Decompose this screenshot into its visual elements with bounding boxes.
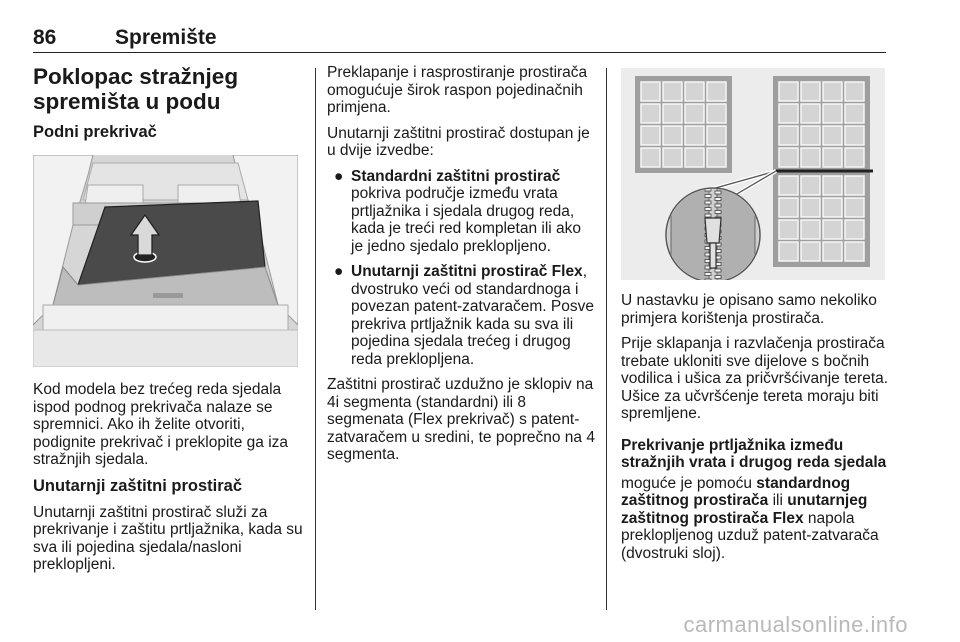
flex-mat-upper-segment <box>823 126 842 145</box>
flex-mat-lower-segment <box>823 198 842 217</box>
page-heading: Poklopac stražnjeg spremišta u podu <box>33 64 239 114</box>
flex-mat-lower-segment <box>801 242 820 261</box>
watermark: carmanualsonline.info <box>683 612 908 637</box>
standard-mat-segment <box>707 104 726 123</box>
column-2 <box>327 64 595 472</box>
flex-mat-lower-segment <box>845 176 864 195</box>
flex-mat-lower-segment <box>845 242 864 261</box>
standard-mat-segment <box>685 104 704 123</box>
protective-mat-paragraph: Unutarnji zaštitni prostirač služi za prekrivanje i zaštitu prtljažnika, kada su sva ili pojedina sjedala/nasloni preklopljeni. <box>33 503 303 573</box>
zipper-tooth <box>705 279 711 280</box>
text-run: napola preklopljenog uzduž patent-zatvarača (dvostruki sloj). <box>621 509 879 562</box>
flex-mat-lower-segment <box>779 176 798 195</box>
section-title: Spremište <box>115 26 217 49</box>
flex-mat-lower-segment <box>779 242 798 261</box>
standard-mat-segment <box>663 104 682 123</box>
subheading-floor-cover: Podni prekrivač <box>33 123 157 141</box>
trunk-floor-cover-illustration <box>33 155 298 367</box>
standard-mat-segment <box>663 148 682 167</box>
standard-mat-segment <box>641 148 660 167</box>
column-1 <box>33 64 303 150</box>
flex-mat-upper-segment <box>801 148 820 167</box>
flex-mat-upper-segment <box>801 104 820 123</box>
bullet-icon: ● <box>334 167 344 185</box>
list-item <box>327 263 595 368</box>
flex-mat-upper-segment <box>801 82 820 101</box>
flex-mat-lower-segment <box>823 176 842 195</box>
col2-paragraph-1: Preklapanje i rasprostiranje prostirača omogućuje širok raspon pojedinačnih primjena. <box>327 64 588 116</box>
zipper-tooth <box>715 191 721 194</box>
list-item <box>327 168 595 256</box>
standard-mat-segment <box>707 82 726 101</box>
zipper-tooth <box>705 201 711 204</box>
zipper-tooth <box>715 198 721 201</box>
col3-paragraph-2: Prije sklapanja i razvlačenja prostirača trebate ukloniti sve dijelove s bočnih vodilica i ušica za pričvršćivanje tereta. Ušice za učvršćenje tereta moraju biti spremljene. <box>621 335 889 422</box>
zipper-tooth <box>715 276 721 279</box>
flex-mat-lower-segment <box>823 220 842 239</box>
standard-mat-segment <box>641 104 660 123</box>
flex-mat-upper-segment <box>845 126 864 145</box>
page-header <box>33 24 886 53</box>
text-run-bold: standardnog zaštitnog prostirača <box>621 474 851 509</box>
floor-cover-paragraph: Kod modela bez trećeg reda sjedala ispod podnog prekrivača nalaze se spremnici. Ako ih želite otvoriti, podignite prekrivač i preklopite ga iza stražnjih sjedala. <box>33 381 289 468</box>
flex-mat-lower-segment <box>845 220 864 239</box>
subheading-protective-mat: Unutarnji zaštitni prostirač <box>33 476 243 495</box>
flex-mat-lower-segment <box>823 242 842 261</box>
list-item-title: Unutarnji zaštitni prostirač Flex <box>351 263 583 280</box>
col2-paragraph-3: Zaštitni prostirač uzdužno je sklopiv na 4i segmenta (standardni) ili 8 segmenata (Flex prekrivač) s patent-zatvaračem u sredini, te poprečno na 4 segmenta. <box>327 376 595 463</box>
list-item-text: pokriva područje između vrata prtljažnika i sjedala drugog reda, kada je treći red kompletan ili ako je jedno sjedalo preklopljeno. <box>351 185 582 255</box>
standard-mat-segment <box>663 126 682 145</box>
flex-mat-upper-segment <box>801 126 820 145</box>
zipper-tooth <box>705 195 711 198</box>
zipper-tooth <box>705 273 711 276</box>
column-divider-1 <box>315 68 316 610</box>
flex-mat-upper-segment <box>779 82 798 101</box>
flex-mat-lower-segment <box>779 220 798 239</box>
flex-mat-upper-segment <box>845 82 864 101</box>
flex-mat-upper-segment <box>845 104 864 123</box>
zipper-tooth <box>705 208 711 211</box>
variant-list <box>327 168 595 369</box>
col3-subheading: Prekrivanje prtljažnika između stražnjih vrata i drugog reda sjedala <box>621 436 887 471</box>
standard-mat-segment <box>685 126 704 145</box>
flex-mat-lower-segment <box>801 220 820 239</box>
standard-mat-segment <box>685 82 704 101</box>
flex-mat-upper-segment <box>823 82 842 101</box>
column-3 <box>621 292 889 570</box>
page-number: 86 <box>33 26 57 49</box>
zipper-mat-illustration <box>621 68 885 280</box>
text-run: ili <box>768 492 788 509</box>
col2-paragraph-2: Unutarnji zaštitni prostirač dostupan je u dvije izvedbe: <box>327 124 590 159</box>
flex-mat-upper-segment <box>845 148 864 167</box>
zipper-tooth <box>715 269 721 272</box>
zipper-tooth <box>715 204 721 207</box>
list-item-text: , dvostruko veći od standardnoga i povezan patent-zatvaračem. Posve prekriva prtljažnik kada su sva ili pojedina sjedala trećeg i drugog reda preklopljena. <box>351 263 594 368</box>
zipper-tooth <box>705 214 711 217</box>
standard-mat-segment <box>707 148 726 167</box>
standard-mat-segment <box>685 148 704 167</box>
flex-mat-lower-segment <box>801 176 820 195</box>
flex-mat-upper-segment <box>823 148 842 167</box>
flex-mat-upper-segment <box>779 104 798 123</box>
bullet-icon: ● <box>334 263 344 280</box>
text-run-bold: unutarnjeg zaštitnog prostirača Flex <box>621 492 868 527</box>
text-run: moguće je pomoću <box>621 474 757 492</box>
flex-mat-upper-segment <box>779 148 798 167</box>
flex-mat-lower-segment <box>845 198 864 217</box>
col3-paragraph-1: U nastavku je opisano samo nekoliko primjera korištenja prostirača. <box>621 292 877 327</box>
standard-mat-segment <box>641 126 660 145</box>
col3-paragraph-3 <box>621 475 889 563</box>
column-1-body <box>33 381 305 582</box>
flex-mat-lower-segment <box>779 198 798 217</box>
standard-mat-segment <box>707 126 726 145</box>
standard-mat-segment <box>641 82 660 101</box>
column-divider-2 <box>606 68 607 610</box>
flex-mat-upper-segment <box>823 104 842 123</box>
standard-mat-segment <box>663 82 682 101</box>
flex-mat-lower-segment <box>801 198 820 217</box>
list-item-title: Standardni zaštitni prostirač <box>351 167 561 185</box>
flex-mat-upper-segment <box>779 126 798 145</box>
zipper-tooth <box>715 211 721 214</box>
